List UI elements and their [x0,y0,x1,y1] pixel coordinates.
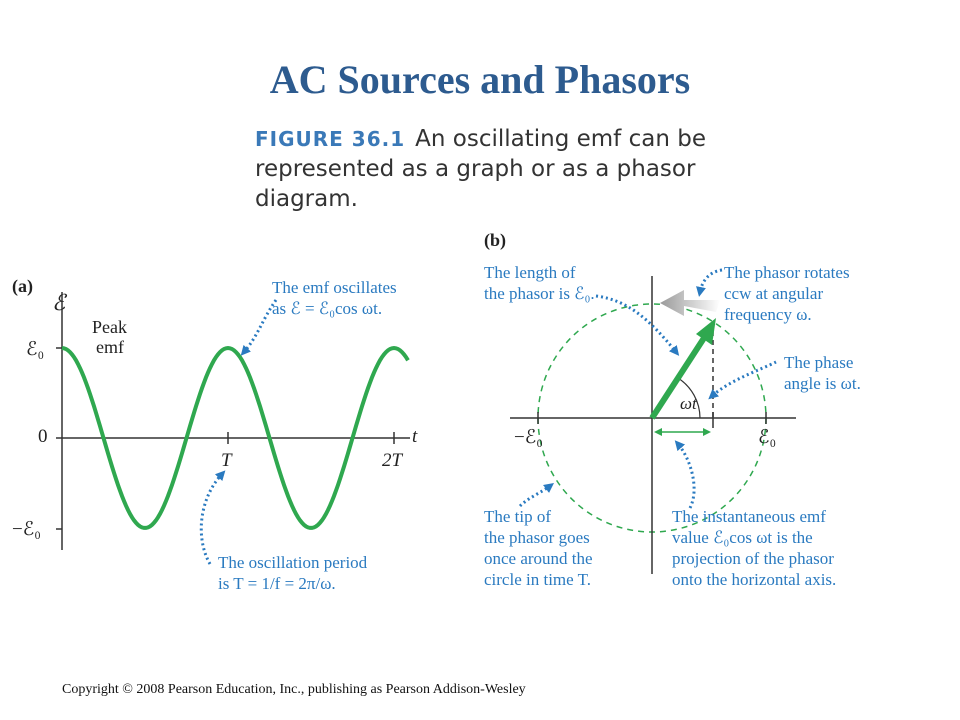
panel-a-x-tick-2T: 2T [382,450,403,471]
panel-b-x-tick-pos: ℰ₀ [758,427,777,448]
panel-b-label: (b) [484,230,506,250]
peak-emf-label: Peak emf [92,317,127,357]
arrow-phasor-rotates [700,270,722,292]
panel-a-label: (a) [12,276,33,296]
panel-a-x-axis-label: t [412,426,418,447]
copyright-notice: Copyright © 2008 Pearson Education, Inc., publishing as Pearson Addison-Wesley [62,682,526,697]
panel-b-x-tick-neg: −ℰ₀ [514,427,543,448]
caption-text: An oscillating emf can be represented as a graph or as a phasor diagram. [255,126,706,212]
figure-label: FIGURE 36.1 [255,127,406,151]
panel-a-y-tick-zero: 0 [38,426,48,447]
panel-a-y-axis-label: ℰ [52,290,66,315]
phase-angle-label: ωt [680,394,697,413]
panel-a-y-tick-top: ℰ₀ [26,339,45,360]
annotation-tip-of-phasor: The tip of the phasor goes once around the circle in time T. [484,507,593,589]
annotation-oscillation-period: The oscillation period is T = 1/f = 2π/ω. [218,553,368,593]
arrow-instantaneous-emf [678,444,694,508]
annotation-emf-oscillates: The emf oscillates as ℰ = ℰ₀cos ωt. [272,278,397,318]
rotation-direction-arrow [660,290,720,316]
arrow-phase-angle [712,362,776,396]
annotation-instantaneous-emf: The instantaneous emf value ℰ₀cos ωt is the projection of the phasor onto the horizontal axis. [672,507,837,589]
panel-a-x-tick-T: T [221,450,232,471]
panel-a-y-tick-bottom: −ℰ₀ [12,519,41,540]
annotation-phase-angle: The phase angle is ωt. [784,353,861,393]
annotation-phasor-rotates: The phasor rotates ccw at angular frequency ω. [724,263,850,324]
annotation-phasor-length: The length of the phasor is ℰ₀. [484,263,595,303]
arrow-tip-of-phasor [520,486,550,506]
arrow-oscillation-period [201,474,222,564]
slide-title: AC Sources and Phasors [269,57,691,102]
projection-width-arrow [654,428,711,436]
